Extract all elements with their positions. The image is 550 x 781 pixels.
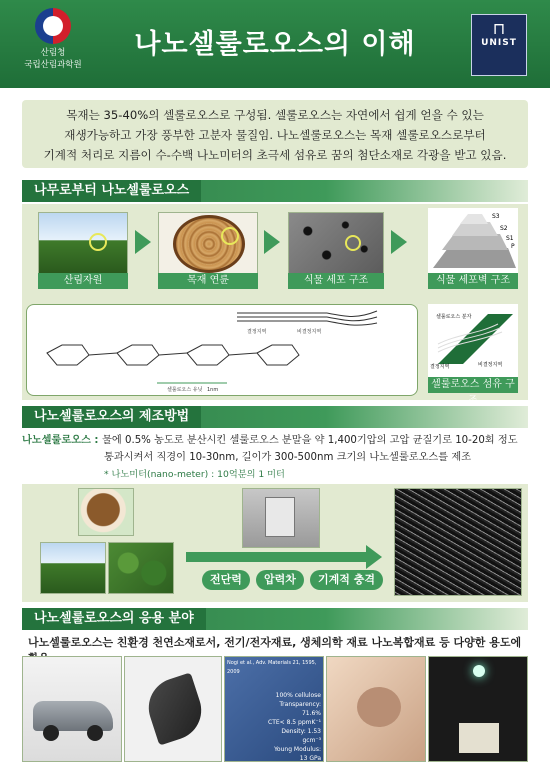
device-board <box>459 723 499 753</box>
fiber-label-molecule: 셀룰로오스 분자 <box>436 314 472 320</box>
zoom-ring <box>345 235 361 251</box>
intro-line-2: 재생가능하고 가장 풍부한 고분자 물질임. 나노셀룰로오스는 목재 셀룰로오스로부터 <box>64 128 486 142</box>
plant-photo <box>108 542 174 594</box>
molecule-label-length: 1nm <box>207 387 219 393</box>
molecule-label-amorphous: 비결정지역 <box>297 329 322 335</box>
sheet-prop: Transparency: 71.6% <box>279 701 321 717</box>
cellulose-molecule-box <box>26 304 418 396</box>
unist-name: UNIST <box>481 38 517 48</box>
method-description: 나노셀룰로오스 : 물에 0.5% 농도로 분산시킨 셀룰로오스 분말을 약 1,400기압의 고압 균질기로 10-20회 정도 통과시켜서 직경이 10-30nm, 길이가 300-500nm 크기의 나노셀룰로오스를 제조 * 나노미터(nano-meter) : 10억분의 1 미터 <box>22 432 528 483</box>
coconut-photo <box>78 488 134 536</box>
cellulose-structure-svg <box>27 305 419 397</box>
biomedical-photo <box>326 656 426 762</box>
sheet-prop: Young Modulus: 13 GPa <box>274 746 321 762</box>
step-arrow-1 <box>135 230 151 254</box>
taegeuk-emblem-icon <box>35 8 71 44</box>
molecule-label-unit: 셀룰로오스 유닛 <box>167 387 203 393</box>
cell-wall-svg <box>428 208 518 274</box>
led-light-icon <box>473 665 485 677</box>
application-description: 나노셀룰로오스는 친환경 천연소재로서, 전기/전자재료, 생체의학 재료 나노복합재료 등 다양한 용도에 <box>28 636 522 649</box>
process-arrow-shaft <box>186 552 366 562</box>
car-wheel <box>87 725 103 741</box>
forest-photo <box>38 212 128 274</box>
sheet-prop: 100% cellulose <box>275 692 321 699</box>
section2-title: 나노셀룰로오스의 제조방법 <box>22 406 201 428</box>
step-arrow-3 <box>391 230 407 254</box>
homogenizer-body <box>265 497 295 537</box>
intro-line-1: 목재는 35-40%의 셀룰로오스로 구성됨. 셀룰로오스는 자연에서 쉽게 얻을 수 있는 <box>66 108 484 122</box>
fiber-caption: 셀룰로오스 섬유 구조 <box>428 377 518 393</box>
tree-ring-photo <box>158 212 258 274</box>
fiber-label-amorphous: 비결정지역 <box>478 362 503 368</box>
sheet-prop: Density: 1.53 gcm⁻³ <box>281 728 321 744</box>
fiber-structure-diagram <box>428 304 518 378</box>
page-title: 나노셀룰로오스의 이해 <box>134 29 416 60</box>
cell-micrograph <box>288 212 384 274</box>
led-device-photo <box>428 656 528 762</box>
intro-line-3: 기계적 처리로 지름이 수-수백 나노미터의 초극세 섬유로 꿈의 첨단소재로 각광을 받고 있음. <box>43 148 507 162</box>
zoom-ring <box>221 227 239 245</box>
biomedical-subject <box>357 687 401 727</box>
unist-emblem-icon: ⊓ <box>492 19 506 38</box>
force-shear: 전단력 <box>202 570 250 590</box>
method-line2: 통과시켜서 직경이 10-30nm, 길이가 300-500nm 크기의 나노셀룰로오스를 제조 <box>104 452 472 463</box>
intro-box <box>22 100 528 168</box>
step-label-ring: 목재 연륜 <box>158 273 258 289</box>
layer-s3: S3 <box>492 213 500 220</box>
process-arrow-head <box>366 545 382 569</box>
fiber-label-crystal: 결정지역 <box>430 364 450 370</box>
method-line1: 물에 0.5% 농도로 분산시킨 셀룰로오스 분말을 약 1,400기압의 고압 균질기로 10-20회 정도 <box>102 435 518 446</box>
layer-p: P <box>511 243 515 250</box>
fiber-svg <box>428 304 518 378</box>
forest-service-logo <box>18 8 88 82</box>
org-name-line1: 산림청 <box>40 48 66 58</box>
molecule-label-crystal: 결정지역 <box>247 329 267 335</box>
header-banner <box>0 0 550 88</box>
method-note: * 나노미터(nano-meter) : 10억분의 1 미터 <box>104 469 285 480</box>
step-label-wall: 식물 세포벽 구조 <box>428 273 518 289</box>
forest-photo-2 <box>40 542 106 594</box>
car-photo <box>22 656 122 762</box>
step-label-cell: 식물 세포 구조 <box>288 273 384 289</box>
force-pressure: 압력차 <box>256 570 304 590</box>
layer-s2: S2 <box>500 225 508 232</box>
film-sheet <box>141 672 209 745</box>
sheet-properties <box>267 691 321 781</box>
sheet-prop: Strength: 223 MPa <box>279 764 321 780</box>
section3-title: 나노셀룰로오스의 응용 분야 <box>22 608 206 630</box>
step-arrow-2 <box>264 230 280 254</box>
tree-ring-disc <box>173 215 245 273</box>
step-label-forest: 산림자원 <box>38 273 128 289</box>
sheet-citation: Nogi et al., Adv. Materials 21, 1595, 2009 <box>227 660 317 675</box>
transparent-sheet-photo <box>224 656 324 780</box>
homogenizer-photo <box>242 488 320 548</box>
method-label: 나노셀룰로오스 <box>22 435 91 446</box>
car-wheel <box>43 725 59 741</box>
org-name-line2: 국립산림과학원 <box>24 60 82 70</box>
nanofiber-micrograph <box>394 488 522 596</box>
section1-title: 나무로부터 나노셀룰로오스 <box>22 180 201 202</box>
zoom-ring <box>89 233 107 251</box>
layer-s1: S1 <box>506 235 514 242</box>
force-mechanical: 기계적 충격 <box>310 570 383 590</box>
sheet-prop: CTE< 8.5 ppmK⁻¹ <box>268 719 321 726</box>
unist-logo <box>471 14 527 76</box>
cell-wall-diagram <box>428 208 518 274</box>
film-photo <box>124 656 222 762</box>
